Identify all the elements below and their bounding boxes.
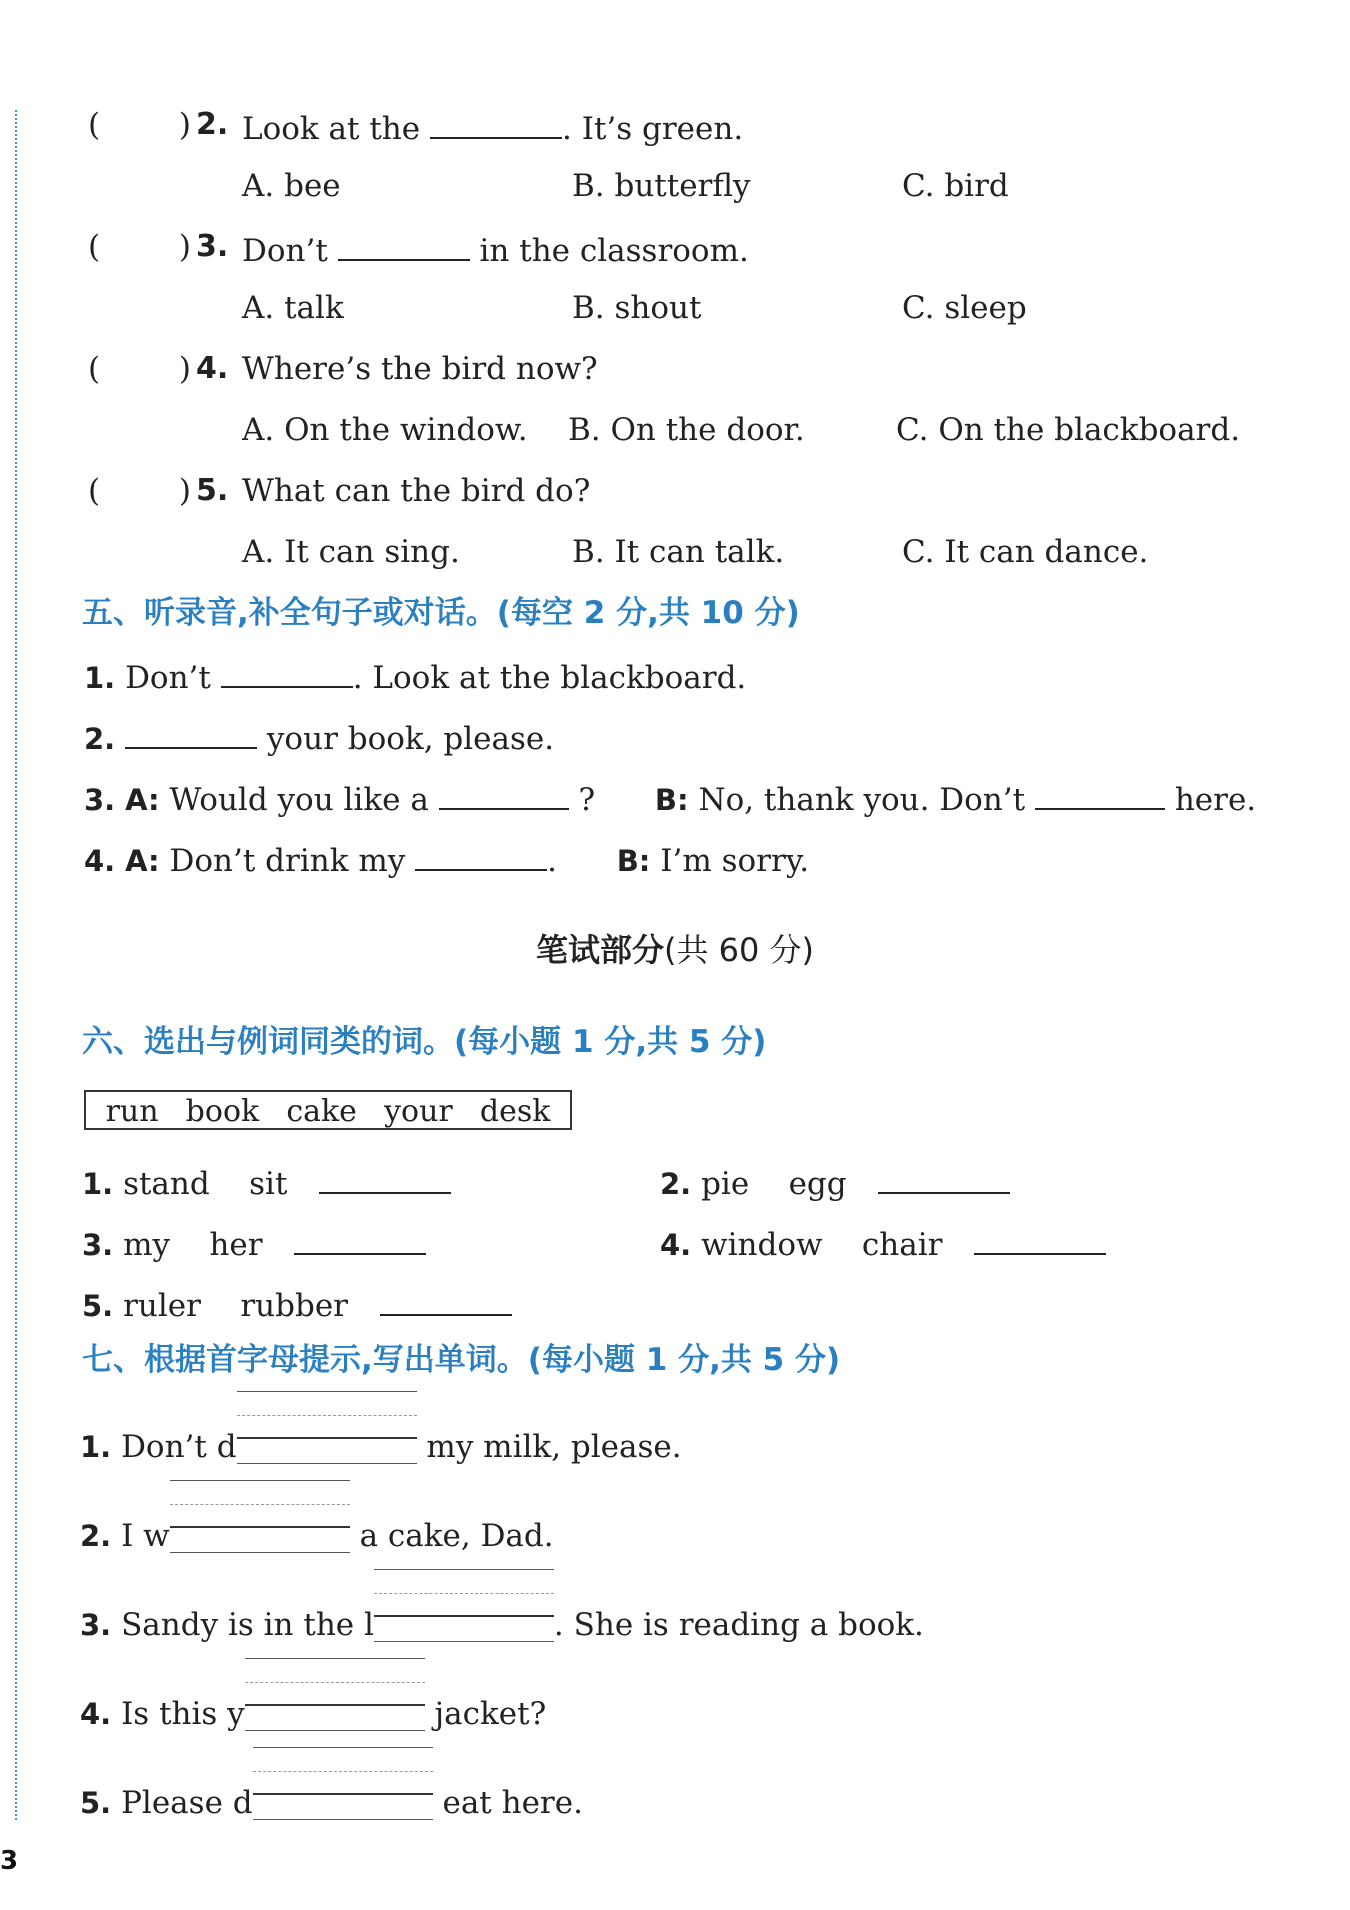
answer-blank[interactable] [415,837,547,871]
question-number: 3. [196,229,229,264]
option-c[interactable]: C. On the blackboard. [896,412,1241,448]
option-c[interactable]: C. bird [902,168,1009,204]
section5-title: 五、听录音,补全句子或对话。(每空 2 分,共 10 分) [82,595,800,631]
answer-paren[interactable]: ( ) [88,107,192,143]
example-word: book [185,1094,260,1129]
section7-item-3: 3. Sandy is in the l . She is reading a book. [80,1595,924,1645]
answer-blank[interactable] [430,105,562,139]
section7-item-4: 4. Is this y jacket? [80,1684,546,1734]
example-word-box [84,1090,572,1130]
answer-paren[interactable]: ( ) [88,473,192,509]
answer-blank[interactable] [338,227,470,261]
section6-title: 六、选出与例词同类的词。(每小题 1 分,共 5 分) [82,1024,767,1060]
section6-item-3: 3. my her [82,1221,426,1265]
option-a[interactable]: A. bee [242,168,341,204]
example-word: cake [286,1094,357,1129]
answer-blank[interactable] [380,1282,512,1316]
section6-item-1: 1. stand sit [82,1160,451,1204]
writing-lines[interactable] [374,1595,554,1635]
answer-blank[interactable] [319,1160,451,1194]
option-b[interactable]: B. It can talk. [572,534,785,570]
writing-lines[interactable] [237,1417,417,1457]
section7-item-2: 2. I w a cake, Dad. [80,1506,554,1556]
answer-blank[interactable] [125,715,257,749]
question-number: 2. [196,107,229,142]
option-c[interactable]: C. sleep [902,290,1027,326]
part-title: 笔试部分(共 60 分) [535,931,815,969]
section7-title: 七、根据首字母提示,写出单词。(每小题 1 分,共 5 分) [82,1342,841,1378]
section6-item-5: 5. ruler rubber [82,1282,512,1326]
option-a[interactable]: A. On the window. [242,412,528,448]
section5-item-1: 1. Don’t . Look at the blackboard. [84,654,746,698]
section5-item-4: 4. A: Don’t drink my . B: I’m sorry. [84,837,809,881]
section5-item-2: 2. your book, please. [84,715,554,759]
answer-blank[interactable] [878,1160,1010,1194]
option-c[interactable]: C. It can dance. [902,534,1149,570]
answer-blank[interactable] [221,654,353,688]
writing-lines[interactable] [245,1684,425,1724]
question-text: What can the bird do? [242,473,591,509]
question-text: Where’s the bird now? [242,351,598,387]
answer-paren[interactable]: ( ) [88,229,192,265]
answer-blank[interactable] [1035,776,1165,810]
section7-item-5: 5. Please d eat here. [80,1773,583,1823]
answer-paren[interactable]: ( ) [88,351,192,387]
option-b[interactable]: B. On the door. [568,412,805,448]
section6-item-4: 4. window chair [660,1221,1106,1265]
writing-lines[interactable] [170,1506,350,1546]
question-number: 5. [196,473,229,508]
example-word: run [105,1094,159,1129]
page-number: 3 [0,1846,19,1876]
section5-item-3: 3. A: Would you like a ? B: No, thank you. Don’t here. [84,776,1256,820]
question-number: 4. [196,351,229,386]
answer-blank[interactable] [294,1221,426,1255]
option-b[interactable]: B. shout [572,290,702,326]
answer-blank[interactable] [439,776,569,810]
option-b[interactable]: B. butterfly [572,168,751,204]
writing-lines[interactable] [253,1773,433,1813]
option-a[interactable]: A. It can sing. [242,534,460,570]
question-text: Look at the . It’s green. [242,105,743,149]
question-text: Don’t in the classroom. [242,227,749,271]
option-a[interactable]: A. talk [242,290,344,326]
example-word: desk [479,1094,551,1129]
example-word: your [384,1094,453,1129]
answer-blank[interactable] [974,1221,1106,1255]
section7-item-1: 1. Don’t d my milk, please. [80,1417,682,1467]
section6-item-2: 2. pie egg [660,1160,1010,1204]
